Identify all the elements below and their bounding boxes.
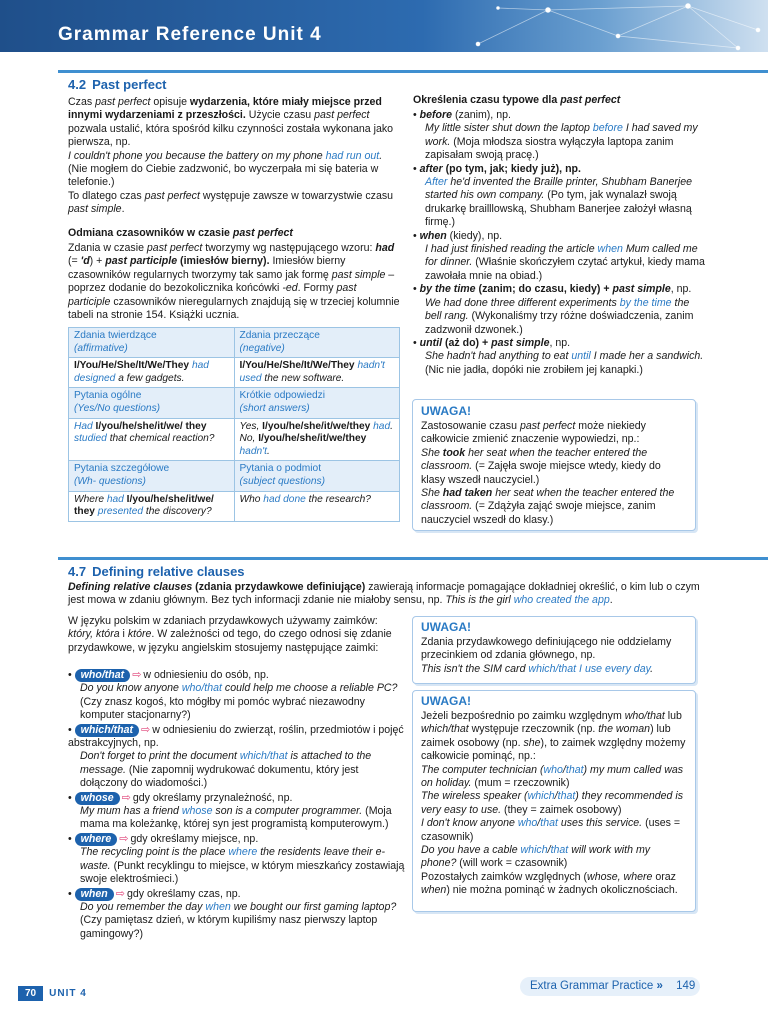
paragraph (421, 663, 687, 676)
s42-okreslenia-list (413, 109, 705, 377)
bullet-icon: • (68, 887, 75, 900)
pronoun-tag: which/that (75, 724, 139, 737)
s47-left-intro (68, 615, 400, 655)
table-row (69, 491, 400, 521)
text-run: her seat when the teacher entered the classroom. (421, 446, 648, 473)
text-run: when (421, 884, 447, 897)
text-run: past perfect (144, 189, 200, 202)
text-run: her seat when the teacher entered the classroom. (421, 487, 675, 513)
bullet-icon: • (413, 336, 420, 349)
text-run: past perfect (232, 227, 293, 239)
text-run: Zdania przydawkowego definiującego nie oddzielamy przecinkiem od zdania głównego, np. (421, 636, 672, 662)
pronoun-tag: who/that (75, 669, 131, 682)
text-run: past perfect (560, 94, 621, 106)
text-run: I/you/he/she/it/we/ they (92, 420, 207, 432)
paragraph (68, 96, 400, 150)
bullet-icon: • (68, 723, 75, 736)
text-run: uses this service. (557, 817, 643, 830)
text-run: This is the girl (445, 594, 514, 607)
pronoun-description: w odniesieniu do osób, np. (143, 669, 269, 681)
text-run: I/you/he/she/it/we/they (262, 420, 374, 432)
text-run: studied (74, 433, 107, 445)
s42-okreslenia-title (413, 94, 703, 107)
list-item (68, 833, 406, 887)
arrow-right-icon: ⇨ (119, 832, 129, 845)
text-run: . (650, 662, 654, 675)
text-run: 'd (80, 255, 90, 268)
s42-odmiana-title (68, 227, 400, 240)
arrow-right-icon: ⇨ (132, 669, 142, 681)
list-item (413, 109, 705, 163)
text-run: past participle (105, 255, 178, 268)
text-run: Where (74, 493, 107, 505)
text-run: that (540, 817, 558, 830)
text-run: This isn't the SIM card (421, 662, 526, 675)
text-run: i (119, 628, 128, 641)
table-cell (69, 418, 235, 461)
text-run: had (373, 420, 391, 432)
list-item (413, 163, 705, 230)
table-cell (69, 461, 235, 491)
text-run: (= Zajęła swoje miejsce wtedy, kiedy do klasy wszedł nauczyciel.) (421, 460, 661, 486)
text-run: tworzymy wg następującego wzoru: (202, 242, 376, 254)
pronoun-tag: where (75, 833, 118, 846)
text-run: the residents leave their e-waste. (80, 846, 386, 872)
text-run: może niekiedy całkowicie zmienić znaczenie wypowiedzi, np.: (421, 420, 646, 446)
text-run: Zdania twierdzące (74, 330, 157, 341)
text-run: -ed (282, 282, 298, 295)
text-run: son is a computer programmer. (212, 805, 363, 818)
text-run: czasowników nieregularnych znajdują się w trzeciej kolumnie tabeli na stronie 154. Książki ucznia. (68, 295, 400, 322)
text-run: by the time (619, 296, 672, 309)
paragraph (421, 710, 687, 764)
list-item (68, 724, 406, 791)
text-run: had designed (74, 360, 209, 384)
text-run: (Po tym, jak wynalazł swoją drukarkę brailllowską, Shubham Banerjee założył własną firmę.) (425, 189, 692, 229)
text-run: . Formy (297, 282, 337, 295)
table-row (69, 388, 400, 418)
text-run: pozwala ustalić, która spośród kilku czynności została wykonana jako pierwsza, np. (68, 122, 394, 149)
footer-page-info (18, 986, 87, 1001)
text-run: until (571, 350, 591, 363)
text-run: will work with my phone? (421, 844, 651, 870)
text-run: had done (263, 493, 306, 505)
text-run: which/that (239, 750, 288, 763)
text-run: past simple (331, 268, 386, 281)
text-run: To dlatego czas (68, 189, 145, 202)
text-run: zawierają informacje pomagające dokładniej określić, o kim lub o czym jest mowa w zdaniu głównym. Bez tych informacji zdanie nie miałoby sensu, np. (68, 581, 700, 607)
paragraph (421, 420, 687, 447)
text-run: Pytania ogólne (74, 390, 142, 402)
text-run: we bought our first gaming laptop? (230, 900, 397, 913)
text-run: (affirmative) (74, 342, 128, 354)
text-run: ) they recommended is very easy to use. (421, 790, 684, 816)
text-run: Do you know anyone (80, 682, 182, 695)
text-run: (= Zdążyła zająć swoje miejsce, zanim nauczyciel wszedł do klasy.) (421, 500, 656, 526)
text-run: I/You/He/She/It/We/They (239, 360, 358, 372)
text-run: past perfect (146, 242, 203, 254)
extra-practice-label: Extra Grammar Practice (530, 980, 654, 992)
text-run: that chemical reaction? (106, 433, 215, 445)
text-run: (Nie mogłem do Ciebie zadzwonić, bo wyczerpała mi się bateria w telefonie.) (68, 163, 379, 189)
text-run: ) nie można pominąć w żadnych okolicznościach. (446, 884, 678, 897)
text-run: had (375, 242, 395, 254)
text-run: I couldn't phone you because the battery on my phone (68, 149, 326, 162)
text-run: (Moja mama ma koleżankę, której syn jest programistą komputerowym.) (80, 805, 392, 831)
text-run: when (205, 900, 231, 913)
text-run: (Czy pamiętasz dzień, w którym kupiliśmy nasz pierwszy laptop gamingowy?) (80, 914, 378, 940)
uwaga-body (421, 710, 687, 898)
text-run: Do you have a cable (421, 844, 521, 857)
text-run: She (421, 446, 443, 459)
table-cell (234, 491, 400, 521)
text-run: Yes, (239, 420, 263, 432)
text-run: I/You/He/She/It/We/They (74, 360, 192, 372)
text-run: that (550, 844, 569, 857)
uwaga-title: UWAGA! (421, 694, 471, 708)
text-run: had run out (325, 149, 380, 162)
text-run: Had (74, 420, 93, 432)
text-run: – poprzez dodanie do bezokolicznika końcówki (68, 268, 395, 295)
text-run: whose (181, 805, 213, 818)
text-run: is attached to the message. (80, 750, 372, 776)
s42-odmiana-text (68, 242, 400, 322)
text-run: the new software. (261, 372, 345, 384)
text-run: (will work = czasownik) (456, 857, 568, 870)
text-run: Do you remember the day (80, 900, 206, 913)
text-run: lub (664, 710, 682, 722)
text-run: past participle (68, 282, 357, 308)
text-run: could help me choose a reliable PC? (221, 682, 398, 695)
page-number: 70 (18, 986, 43, 1001)
text-run: Czas (68, 96, 96, 108)
text-run: when (597, 243, 623, 256)
text-run: I/you/he/she/it/we/they (258, 433, 367, 445)
text-run: the research? (305, 493, 371, 505)
paragraph (421, 447, 687, 487)
header-banner (0, 0, 768, 52)
text-run: the bell rang. (425, 296, 690, 323)
unit-label: UNIT 4 (49, 988, 87, 999)
text-run: / (554, 790, 558, 803)
text-run: (= (68, 255, 81, 268)
text-run: hadn't used (239, 360, 385, 384)
table-cell (69, 388, 235, 418)
text-run: które (127, 628, 152, 641)
text-run: ), to zaimek względny możemy całkowicie pominąć, np.: (421, 736, 686, 763)
list-item (68, 888, 406, 942)
text-run: The wireless speaker ( (421, 790, 528, 803)
text-run: until (419, 336, 443, 349)
paragraph (68, 150, 400, 190)
text-run: past perfect (519, 420, 576, 432)
text-run: when (419, 229, 447, 242)
text-run: Pytania o podmiot (239, 463, 322, 475)
text-run: Don't forget to print the document (80, 750, 240, 763)
text-run: (Moja młodsza siostra wyłączyła laptopa zanim zapisałam swoją pracę.) (425, 135, 674, 162)
table-row (69, 358, 400, 388)
text-run: who/that (624, 710, 665, 722)
text-run: . (121, 203, 125, 216)
text-run: No, (239, 433, 259, 445)
paragraph (421, 844, 687, 871)
text-run: (Nic nie jadła, dopóki nie zrobiłem jej kanapki.) (425, 363, 643, 376)
text-run: I made her a sandwich. (590, 350, 704, 363)
s42-uwaga-box (412, 399, 696, 531)
text-run: took (442, 446, 466, 459)
paragraph (421, 871, 687, 898)
text-run: Zastosowanie czasu (421, 420, 520, 432)
text-run: występuje zawsze w towarzystwie czasu (199, 189, 394, 202)
text-run: had taken (442, 487, 493, 500)
pronoun-tag: when (75, 888, 114, 901)
text-run: past simple (68, 203, 122, 216)
text-run: Krótkie odpowiedzi (239, 390, 326, 402)
text-run: after (419, 162, 443, 175)
text-run: (aż do) + (442, 336, 492, 349)
text-run: where (228, 846, 258, 859)
text-run: wydarzenia, które miały miejsce przed innymi wydarzeniami z przeszłości. (68, 96, 382, 122)
arrow-right-icon: ⇨ (115, 887, 125, 900)
text-run: past simple (612, 283, 671, 296)
text-run: that (565, 763, 584, 776)
text-run: . W zależności od tego, do czego odnosi się zdanie przydawkowe, w języku angielskim stosujemy następujące zaimki: (68, 628, 392, 654)
table-row (69, 418, 400, 461)
text-run: My mum has a friend (80, 805, 182, 818)
text-run: The computer technician ( (421, 763, 544, 776)
arrow-right-icon: ⇨ (121, 791, 131, 804)
text-run: (zanim; do czasu, kiedy) + (475, 283, 613, 296)
text-run: the discovery? (143, 506, 212, 518)
text-run: (Wykonaliśmy trzy różne doświadczenia, zanim zadzwonił dzwonek.) (425, 310, 694, 336)
text-run: (they = zaimek osobowy) (501, 803, 622, 816)
text-run: występuje rzeczownik (np. (468, 723, 599, 736)
network-decoration-icon (438, 0, 768, 52)
text-run: she (523, 736, 541, 749)
text-run: (Nie zapomnij wydrukować dokumentu, który jest dołączony do wiadomości.) (80, 763, 359, 790)
pronoun-description: w odniesieniu do zwierząt, roślin, przedmiotów i pojęć abstrakcyjnych, np. (68, 723, 404, 750)
text-run: past simple (491, 336, 550, 349)
text-run: opisuje (150, 96, 190, 108)
paragraph (421, 487, 687, 527)
text-run: had (106, 493, 124, 505)
text-run: She hadn't had anything to eat (425, 350, 572, 363)
bullet-icon: • (413, 283, 420, 296)
list-item (68, 669, 406, 723)
text-run: / (537, 817, 541, 830)
s47-uwaga1-box (412, 616, 696, 684)
bullet-icon: • (413, 162, 420, 175)
bullet-icon: • (68, 832, 75, 845)
extra-practice-page: 149 (676, 980, 696, 992)
table-cell (69, 491, 235, 521)
text-run: I had saved my work. (425, 122, 698, 148)
text-run: (zanim), np. (452, 109, 511, 121)
pronoun-description: gdy określamy przynależność, np. (132, 791, 293, 804)
text-run: (mum = rzeczownik) (471, 777, 570, 790)
text-run: / (562, 763, 566, 776)
text-run: (Punkt recyklingu to miejsce, w którym mieszkańcy zostawiają swoje elektrośmieci.) (80, 859, 405, 886)
text-run: past perfect (95, 96, 151, 108)
text-run: Jeżeli bezpośrednio po zaimku względnym (421, 710, 625, 722)
table-cell (234, 418, 400, 461)
uwaga-title: UWAGA! (421, 620, 471, 634)
text-run: Zdania w czasie (68, 242, 147, 254)
text-run: presented (97, 506, 144, 518)
paragraph (421, 764, 687, 791)
text-run: (zdania przydawkowe definiujące) (192, 581, 366, 593)
text-run: We had done three different experiments (425, 296, 620, 309)
text-run: who (517, 817, 538, 830)
table-cell (234, 358, 400, 388)
list-item (68, 792, 406, 832)
text-run: I/you/he/she/it/we/ they (74, 493, 214, 518)
bullet-icon: • (68, 791, 75, 804)
table-cell (69, 358, 235, 388)
text-run: a few gadgets. (115, 372, 185, 384)
uwaga-body (421, 636, 687, 676)
paragraph (421, 636, 687, 663)
table-cell (234, 388, 400, 418)
uwaga-body (421, 420, 687, 527)
text-run: My little sister shut down the laptop (425, 122, 593, 135)
text-run: which (520, 844, 548, 857)
text-run: , np. (549, 336, 571, 349)
pronoun-description: gdy określamy miejsce, np. (130, 832, 259, 845)
text-run: which (527, 790, 555, 803)
text-run: . (266, 445, 270, 457)
arrow-right-icon: ⇨ (141, 723, 151, 736)
text-run: który, która (68, 628, 120, 641)
text-run: (Czy znasz kogoś, kto mógłby mi pomóc wybrać niezawodny komputer stacjonarny?) (80, 695, 365, 722)
text-run: who created the app (513, 594, 610, 607)
s47-intro (68, 581, 700, 608)
text-run: Mum called me for dinner. (425, 243, 698, 269)
text-run: oraz (652, 870, 676, 883)
text-run: I had just finished reading the article (425, 243, 598, 256)
text-run: which/that (421, 723, 469, 736)
bullet-icon: • (68, 669, 75, 681)
text-run: who (543, 763, 563, 776)
text-run: (Właśnie skończyłem czytać artykuł, kiedy mama zawołała mnie na obiad.) (425, 256, 705, 282)
s47-uwaga2-box (412, 690, 696, 912)
text-run: . (609, 594, 613, 607)
uwaga-title: UWAGA! (421, 404, 471, 418)
text-run: (kiedy), np. (446, 229, 503, 242)
text-run: Pytania szczegółowe (74, 463, 170, 475)
text-run: Użycie czasu (245, 109, 315, 122)
text-run: W języku polskim w zdaniach przydawkowych używamy zaimków: (68, 615, 378, 627)
pronoun-description: gdy określamy czas, np. (126, 887, 241, 900)
text-run: he'd invented the Braille printer, Shubham Banerjee started his own company. (425, 176, 693, 202)
paragraph (421, 790, 687, 817)
text-run: before (419, 109, 453, 121)
text-run: past perfect (314, 109, 370, 122)
text-run: Pozostałych zaimków względnych ( (421, 870, 588, 883)
text-run: ) my mum called was on holiday. (421, 763, 684, 790)
text-run: The recycling point is the place (80, 846, 229, 859)
text-run: by the time (419, 283, 476, 296)
text-run: ) + (89, 255, 106, 268)
text-run: (negative) (239, 342, 285, 354)
text-run: (Wh- questions) (74, 475, 146, 487)
list-item (413, 283, 705, 337)
text-run: whose, where (587, 870, 653, 883)
bullet-icon: • (413, 109, 420, 121)
text-run: the woman (598, 723, 651, 736)
list-item (413, 230, 705, 284)
text-run: I don't know anyone (421, 817, 518, 830)
text-run: She (421, 487, 443, 500)
text-run: before (592, 122, 623, 135)
paragraph (68, 190, 400, 217)
bullet-icon: • (413, 229, 420, 242)
text-run: Defining relative clauses (68, 581, 193, 593)
paragraph (421, 817, 687, 844)
pronoun-tag: whose (75, 792, 120, 805)
text-run: (subject questions) (239, 475, 326, 487)
table-row (69, 328, 400, 358)
text-run: (po tym, jak; kiedy już), np. (442, 162, 581, 175)
text-run: (uses = czasownik) (421, 817, 681, 843)
text-run: who/that (181, 682, 222, 695)
text-run: After (425, 176, 448, 189)
text-run: Imiesłów bierny czasowników regularnych tworzymy tak samo jak formę (68, 255, 346, 281)
extra-practice-link[interactable] (520, 977, 700, 996)
text-run: Odmiana czasowników w czasie (68, 227, 233, 239)
past-perfect-table (68, 327, 400, 522)
text-run: (Yes/No questions) (74, 402, 161, 414)
text-run: / (547, 844, 551, 857)
text-run: Zdania przeczące (239, 330, 320, 341)
table-cell (234, 461, 400, 491)
text-run: (short answers) (239, 402, 310, 414)
text-run: hadn't (239, 445, 267, 457)
table-row (69, 461, 400, 491)
text-run: ) lub zaimek osobowy (np. (421, 723, 671, 749)
text-run: , np. (670, 283, 692, 296)
relative-pronouns-list (68, 669, 406, 942)
double-chevron-icon: » (656, 980, 663, 992)
text-run: (imiesłów bierny). (177, 255, 270, 268)
s42-intro (68, 96, 400, 217)
table-cell (234, 328, 400, 358)
text-run: . (390, 420, 393, 432)
page-title: Grammar Reference Unit 4 (58, 24, 322, 45)
text-run: Who (239, 493, 264, 505)
text-run: that (557, 790, 576, 803)
table-cell (69, 328, 235, 358)
list-item (413, 337, 705, 377)
text-run: which/that I use every day (525, 662, 651, 675)
section-4-2-heading: 4.2 Past perfect (68, 77, 167, 92)
text-run: Określenia czasu typowe dla (413, 94, 561, 106)
text-run: . (379, 149, 383, 162)
section-4-7-heading: 4.7 Defining relative clauses (68, 564, 245, 579)
